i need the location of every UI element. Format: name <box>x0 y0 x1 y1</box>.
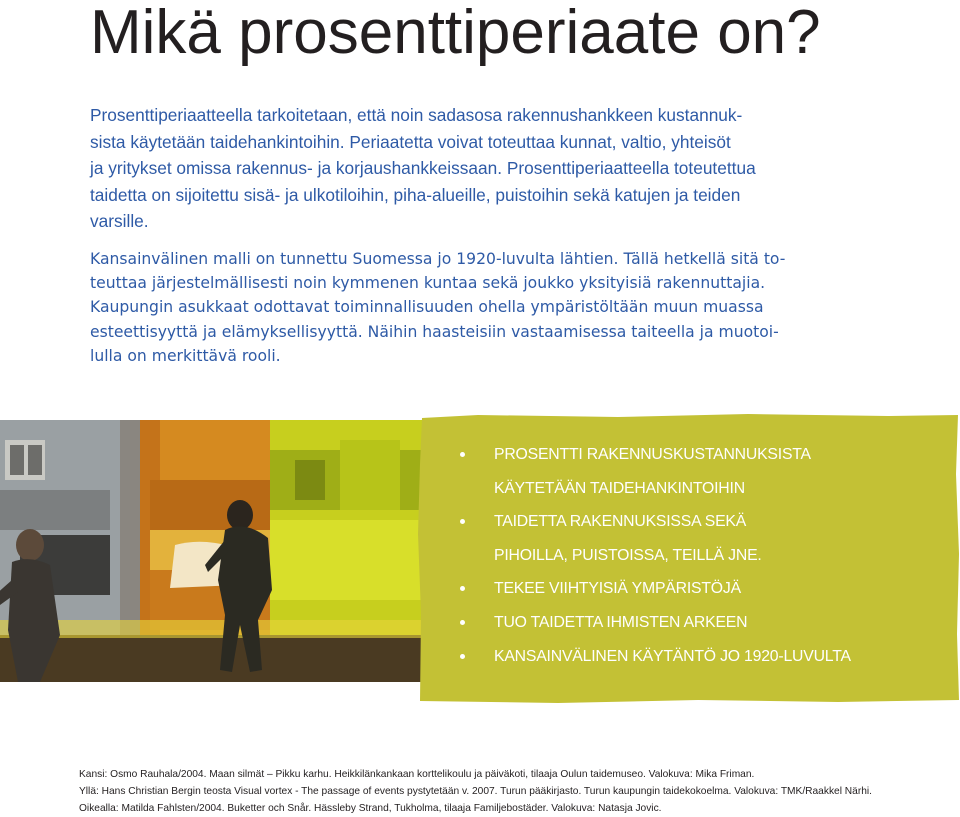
credit-line: Yllä: Hans Christian Bergin teosta Visual vortex - The passage of events pystytetään v. 2007. Turun pääkirjasto. Turun kaupungin taidekokoelma. Valokuva: TMK/Raakkel Närhi. <box>79 786 872 797</box>
highlight-item <box>460 572 940 606</box>
intro-line: Prosenttiperiaatteella tarkoitetaan, että noin sadasosa rakennushankkeen kustannuk- <box>90 105 743 125</box>
body-line: Kaupungin asukkaat odottavat toiminnallisuuden ohella ympäristöltään muun muassa <box>90 298 764 317</box>
credit-line: Oikealla: Matilda Fahlsten/2004. Buketter och Snår. Hässleby Strand, Tukholma, tilaaja Familjebostäder. Valokuva: Natasja Jovic. <box>79 803 662 814</box>
highlight-text: TAIDETTA RAKENNUKSISSA SEKÄ <box>494 513 747 531</box>
bullet-icon <box>460 654 465 659</box>
highlight-item <box>460 606 940 640</box>
highlight-text: TEKEE VIIHTYISIÄ YMPÄRISTÖJÄ <box>494 580 741 598</box>
highlight-text: TUO TAIDETTA IHMISTEN ARKEEN <box>494 613 748 631</box>
body-paragraph <box>90 247 830 368</box>
highlight-item <box>460 505 940 539</box>
intro-line: varsille. <box>90 211 149 231</box>
highlight-text: PIHOILLA, PUISTOISSA, TEILLÄ JNE. <box>494 546 762 564</box>
installation-photo <box>0 420 425 682</box>
credit-line: Kansi: Osmo Rauhala/2004. Maan silmät – Pikku karhu. Heikkilänkankaan korttelikoulu ja päiväkoti, tilaaja Oulun taidemuseo. Valokuva: Mika Friman. <box>79 769 755 780</box>
highlight-item <box>460 640 940 674</box>
intro-paragraph <box>90 102 830 235</box>
highlight-list <box>460 438 940 673</box>
body-line: lulla on merkittävä rooli. <box>90 346 281 365</box>
intro-line: sista käytetään taidehankintoihin. Periaatetta voivat toteuttaa kunnat, valtio, yhteisöt <box>90 131 731 152</box>
photo-installation-glass-panels <box>0 420 425 682</box>
body-line: teuttaa järjestelmällisesti noin kymmenen kuntaa sekä joukko yksityisiä rakennuttajia. <box>90 274 766 293</box>
highlight-text: KANSAINVÄLINEN KÄYTÄNTÖ JO 1920-LUVULTA <box>494 647 851 665</box>
bullet-icon <box>460 620 465 625</box>
highlight-text: KÄYTETÄÄN TAIDEHANKINTOIHIN <box>494 479 745 497</box>
body-line: esteettisyyttä ja elämyksellisyyttä. Näihin haasteisiin vastaamisessa taiteella ja muotoi- <box>90 322 779 341</box>
highlight-item <box>460 539 940 573</box>
highlight-item <box>460 472 940 506</box>
page-title: Mikä prosenttiperiaate on? <box>90 0 821 67</box>
highlight-text: PROSENTTI RAKENNUSKUSTANNUKSISTA <box>494 446 811 463</box>
bullet-icon <box>460 586 465 591</box>
intro-line: ja yritykset omissa rakennus- ja korjaushankkeissaan. Prosenttiperiaatteella toteutettua <box>90 158 756 178</box>
bullet-icon <box>460 452 465 457</box>
highlight-item <box>460 438 940 472</box>
body-line: Kansainvälinen malli on tunnettu Suomessa jo 1920-luvulta lähtien. Tällä hetkellä sitä to- <box>90 250 786 268</box>
bullet-icon <box>460 519 465 524</box>
photo-credits <box>79 766 939 817</box>
intro-line: taidetta on sijoitettu sisä- ja ulkotiloihin, piha-alueille, puistoihin sekä katujen ja teiden <box>90 184 741 205</box>
